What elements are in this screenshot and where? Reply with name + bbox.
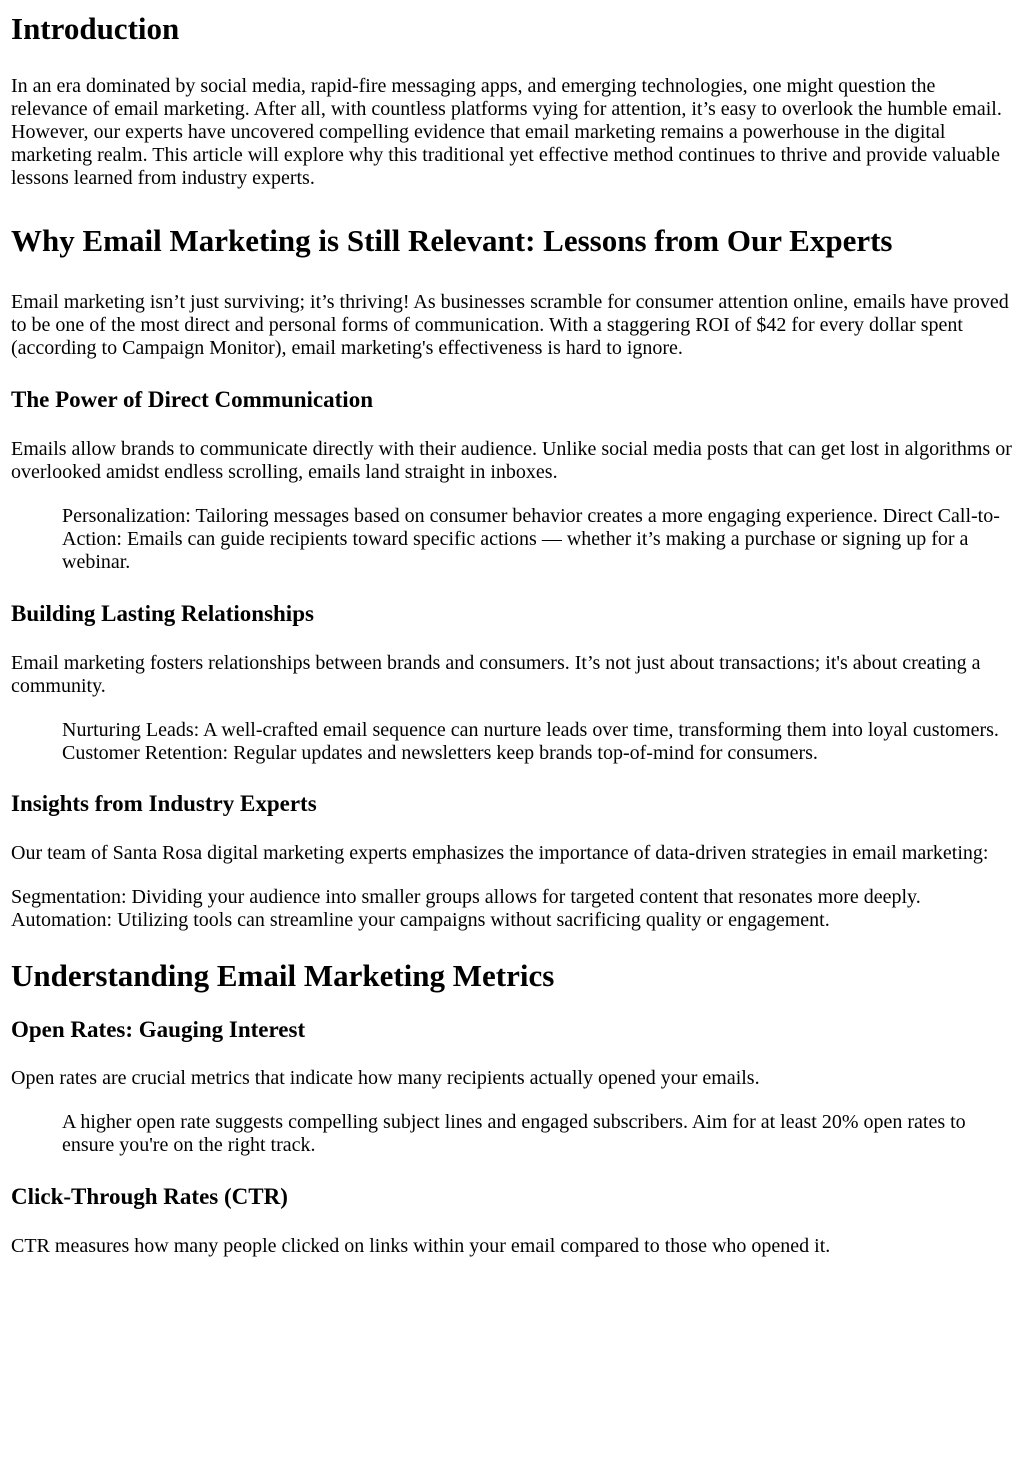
- metrics-heading: Understanding Email Marketing Metrics: [11, 958, 555, 993]
- why-relevant-paragraph: Email marketing isn’t just surviving; it’s thriving! As businesses scramble for consumer attention online, emails have proved to be one of the most direct and personal forms of communication. With a staggering ROI of $42 for every dollar spent (according to Campaign Monitor), email marketing's effectiveness is hard to ignore.: [11, 291, 1009, 359]
- industry-experts-list-text: Segmentation: Dividing your audience into smaller groups allows for targeted content that resonates more deeply. Automation: Utilizing tools can streamline your campaigns without sacrificing quality or engagement.: [11, 886, 921, 931]
- direct-communication-heading: The Power of Direct Communication: [11, 387, 373, 412]
- open-rates-heading: Open Rates: Gauging Interest: [11, 1017, 306, 1042]
- relationships-paragraph: Email marketing fosters relationships between brands and consumers. It’s not just about transactions; it's about creating a community.: [11, 652, 981, 697]
- introduction-heading: Introduction: [11, 11, 180, 46]
- article-page: [0, 11, 1024, 1457]
- why-relevant-heading: Why Email Marketing is Still Relevant: Lessons from Our Experts: [11, 223, 893, 258]
- ctr-paragraph: CTR measures how many people clicked on links within your email compared to those who opened it.: [11, 1235, 831, 1257]
- open-rates-paragraph: Open rates are crucial metrics that indicate how many recipients actually opened your emails.: [11, 1067, 760, 1089]
- direct-communication-paragraph: Emails allow brands to communicate directly with their audience. Unlike social media posts that can get lost in algorithms or overlooked amidst endless scrolling, emails land straight in inboxes.: [11, 438, 1012, 483]
- introduction-paragraph: In an era dominated by social media, rapid-fire messaging apps, and emerging technologies, one might question the relevance of email marketing. After all, with countless platforms vying for attention, it’s easy to overlook the humble email. However, our experts have uncovered compelling evidence that email marketing remains a powerhouse in the digital marketing realm. This article will explore why this traditional yet effective method continues to thrive and provide valuable lessons learned from industry experts.: [11, 75, 1002, 189]
- open-rates-quote: A higher open rate suggests compelling subject lines and engaged subscribers. Aim for at least 20% open rates to ensure you're on the right track.: [62, 1111, 966, 1156]
- ctr-heading: Click-Through Rates (CTR): [11, 1184, 288, 1209]
- direct-communication-quote: Personalization: Tailoring messages based on consumer behavior creates a more engaging experience. Direct Call-to-Action: Emails can guide recipients toward specific actions — whether it’s making a purchase or signing up for a webinar.: [62, 505, 1000, 573]
- relationships-heading: Building Lasting Relationships: [11, 601, 314, 626]
- industry-experts-heading: Insights from Industry Experts: [11, 791, 317, 816]
- industry-experts-paragraph: Our team of Santa Rosa digital marketing experts emphasizes the importance of data-driven strategies in email marketing:: [11, 842, 989, 864]
- relationships-quote: Nurturing Leads: A well-crafted email sequence can nurture leads over time, transforming them into loyal customers. Customer Retention: Regular updates and newsletters keep brands top-of-mind for consumers.: [62, 719, 999, 764]
